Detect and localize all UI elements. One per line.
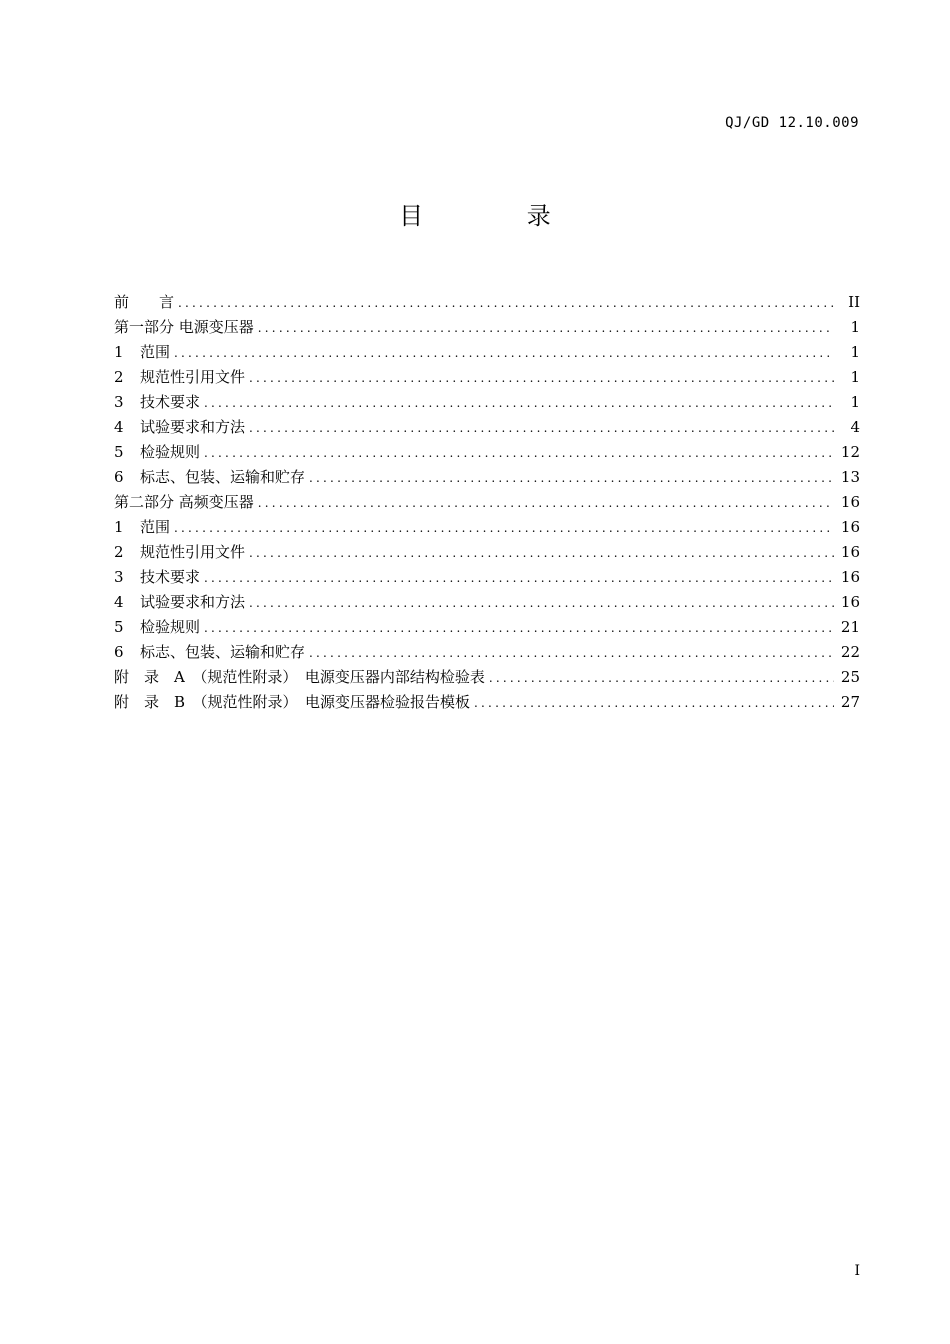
toc-entry-label: 第二部分 高频变压器 — [114, 493, 254, 511]
toc-entry[interactable] — [114, 616, 860, 641]
toc-dot-leader — [204, 396, 834, 410]
toc-dot-leader — [309, 646, 834, 660]
toc-entry-label: 前 言 — [114, 293, 175, 311]
toc-entry[interactable] — [114, 516, 860, 541]
toc-entry-page: 13 — [840, 468, 860, 486]
toc-entry[interactable] — [114, 466, 860, 491]
toc-entry-label: 检验规则 — [140, 443, 201, 461]
toc-entry[interactable] — [114, 691, 860, 716]
toc-dot-leader — [258, 496, 834, 510]
toc-dot-leader — [249, 596, 834, 610]
toc-entry[interactable] — [114, 366, 860, 391]
toc-dot-leader — [178, 296, 834, 310]
toc-entry-label: 技术要求 — [140, 393, 201, 411]
toc-entry-page: 16 — [840, 568, 860, 586]
toc-entry-label: 规范性引用文件 — [140, 368, 246, 386]
toc-dot-leader — [204, 571, 834, 585]
toc-entry-label: 附 录 A （规范性附录） 电源变压器内部结构检验表 — [114, 668, 485, 686]
toc-entry[interactable] — [114, 391, 860, 416]
toc-entry-page: II — [848, 293, 860, 311]
toc-entry-number: 2 — [114, 368, 124, 386]
toc-dot-leader — [489, 671, 834, 685]
toc-dot-leader — [204, 446, 834, 460]
toc-dot-leader — [249, 421, 834, 435]
toc-entry-number: 2 — [114, 543, 124, 561]
toc-dot-leader — [309, 471, 834, 485]
toc-entry-page: 21 — [840, 618, 860, 636]
toc-entry-number: 3 — [114, 393, 124, 411]
toc-entry-label: 试验要求和方法 — [140, 418, 246, 436]
toc-dot-leader — [258, 321, 834, 335]
toc-entry-number: 3 — [114, 568, 124, 586]
toc-entry-number: 6 — [114, 643, 124, 661]
toc-entry-page: 16 — [840, 493, 860, 511]
toc-entry-page: 22 — [840, 643, 860, 661]
toc-dot-leader — [174, 521, 834, 535]
toc-entry[interactable] — [114, 316, 860, 341]
toc-entry-label: 标志、包装、运输和贮存 — [140, 468, 306, 486]
toc-entry-page: 16 — [840, 518, 860, 536]
toc-entry-number: 1 — [114, 518, 124, 536]
toc-entry-page: 16 — [840, 543, 860, 561]
toc-entry[interactable] — [114, 666, 860, 691]
toc-dot-leader — [474, 696, 834, 710]
toc-dot-leader — [174, 346, 834, 360]
toc-entry-page: 1 — [850, 318, 860, 336]
page-number: I — [854, 1263, 860, 1279]
toc-entry-number: 6 — [114, 468, 124, 486]
toc-entry-page: 4 — [850, 418, 860, 436]
toc-entry-label: 检验规则 — [140, 618, 201, 636]
table-of-contents — [114, 291, 860, 716]
toc-entry-label: 试验要求和方法 — [140, 593, 246, 611]
document-code: QJ/GD 12.10.009 — [725, 115, 859, 131]
toc-entry-number: 5 — [114, 443, 124, 461]
toc-entry[interactable] — [114, 591, 860, 616]
toc-entry-page: 25 — [840, 668, 860, 686]
toc-dot-leader — [249, 371, 834, 385]
toc-entry-label: 标志、包装、运输和贮存 — [140, 643, 306, 661]
toc-entry[interactable] — [114, 341, 860, 366]
toc-dot-leader — [204, 621, 834, 635]
toc-entry-page: 1 — [850, 393, 860, 411]
toc-entry[interactable] — [114, 491, 860, 516]
toc-entry-page: 1 — [850, 343, 860, 361]
toc-entry-page: 16 — [840, 593, 860, 611]
toc-entry[interactable] — [114, 566, 860, 591]
toc-entry[interactable] — [114, 291, 860, 316]
toc-dot-leader — [249, 546, 834, 560]
toc-entry-number: 5 — [114, 618, 124, 636]
toc-entry-page: 12 — [840, 443, 860, 461]
toc-entry-label: 规范性引用文件 — [140, 543, 246, 561]
toc-title: 目 录 — [399, 202, 599, 230]
toc-entry[interactable] — [114, 416, 860, 441]
toc-entry[interactable] — [114, 641, 860, 666]
toc-entry-label: 第一部分 电源变压器 — [114, 318, 254, 336]
toc-entry-number: 4 — [114, 418, 124, 436]
toc-entry-page: 27 — [840, 693, 860, 711]
toc-entry[interactable] — [114, 441, 860, 466]
toc-entry[interactable] — [114, 541, 860, 566]
toc-entry-label: 范围 — [140, 343, 171, 361]
toc-entry-label: 附 录 B （规范性附录） 电源变压器检验报告模板 — [114, 693, 471, 711]
toc-entry-page: 1 — [850, 368, 860, 386]
toc-entry-number: 4 — [114, 593, 124, 611]
toc-entry-label: 技术要求 — [140, 568, 201, 586]
toc-entry-number: 1 — [114, 343, 124, 361]
toc-entry-label: 范围 — [140, 518, 171, 536]
